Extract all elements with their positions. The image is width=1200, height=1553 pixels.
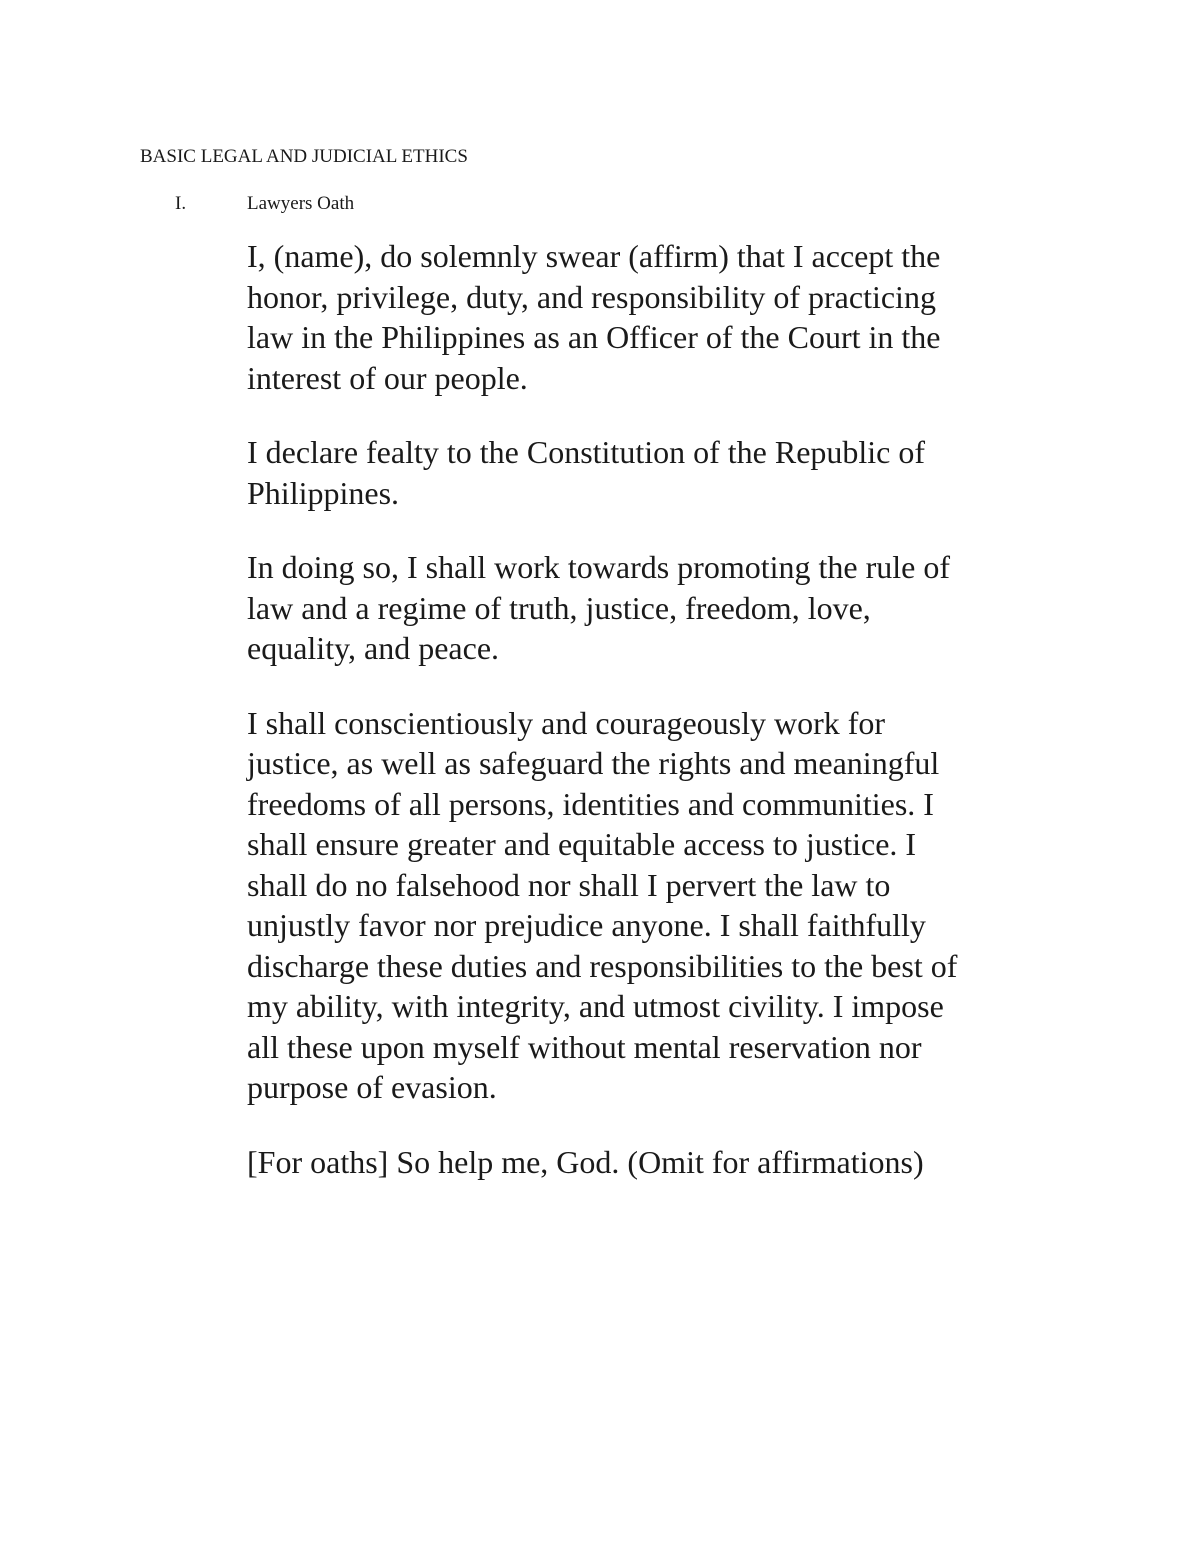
text-line: discharge these duties and responsibilities to the best of: [247, 947, 958, 984]
section-number: I.: [175, 193, 187, 214]
text-line: In doing so, I shall work towards promoting the rule of: [247, 549, 950, 585]
oath-closing: [247, 1142, 1047, 1183]
text-line: unjustly favor nor prejudice anyone. I shall faithfully: [247, 907, 926, 943]
text-line: equality, and peace.: [247, 630, 500, 666]
oath-text: [247, 236, 1047, 1216]
text-line: freedoms of all persons, identities and communities. I: [247, 785, 934, 822]
text-line: [For oaths] So help me, God. (Omit for affirmations): [247, 1143, 924, 1180]
text-line: shall do no falsehood nor shall I pervert the law to: [247, 866, 891, 903]
section-title: Lawyers Oath: [247, 193, 355, 214]
text-line: Philippines.: [247, 474, 400, 511]
document-title: BASIC LEGAL AND JUDICIAL ETHICS: [140, 146, 468, 167]
text-line: all these upon myself without mental reservation nor: [247, 1028, 922, 1065]
oath-paragraph: [247, 703, 1047, 1108]
text-line: I shall conscientiously and courageously work for: [247, 704, 886, 741]
text-line: I declare fealty to the Constitution of the Republic of: [247, 434, 926, 470]
oath-paragraph: [247, 236, 1047, 398]
oath-paragraph: [247, 547, 1047, 669]
text-line: law in the Philippines as an Officer of the Court in the: [247, 319, 941, 355]
text-line: my ability, with integrity, and utmost civility. I impose: [247, 988, 944, 1024]
text-line: law and a regime of truth, justice, freedom, love,: [247, 589, 871, 626]
text-line: interest of our people.: [247, 359, 528, 396]
text-line: shall ensure greater and equitable access to justice. I: [247, 826, 917, 862]
text-line: purpose of evasion.: [247, 1069, 497, 1105]
text-line: justice, as well as safeguard the rights and meaningful: [247, 745, 940, 781]
text-line: I, (name), do solemnly swear (affirm) that I accept the: [247, 238, 941, 274]
oath-paragraph: [247, 432, 1047, 513]
text-line: honor, privilege, duty, and responsibility of practicing: [247, 278, 936, 315]
section-heading: [175, 192, 875, 216]
